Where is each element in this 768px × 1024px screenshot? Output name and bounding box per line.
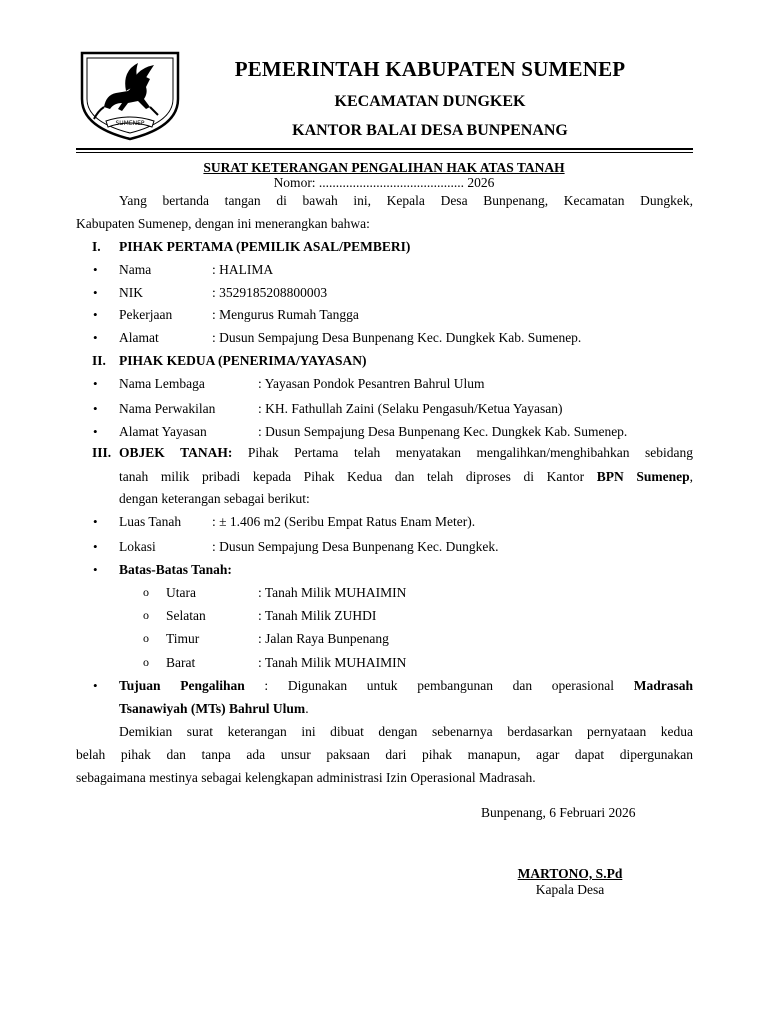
closing-line-1: Demikian surat keterangan ini dibuat dengan sebenarnya berdasarkan pernyataan kedua bbox=[119, 724, 693, 739]
field-value: : Mengurus Rumah Tangga bbox=[212, 307, 359, 322]
batas-value: : Tanah Milik MUHAIMIN bbox=[258, 655, 407, 670]
header-rule-thick bbox=[76, 148, 693, 150]
tujuan-line-2: Tsanawiyah (MTs) Bahrul Ulum. bbox=[119, 701, 309, 716]
batas-label: Selatan bbox=[166, 608, 206, 623]
bullet: • bbox=[93, 562, 98, 577]
field-label: Nama Perwakilan bbox=[119, 401, 216, 416]
section-heading-pihak-kedua: PIHAK KEDUA (PENERIMA/YAYASAN) bbox=[119, 353, 367, 368]
batas-label: Barat bbox=[166, 655, 196, 670]
objek-line-3: dengan keterangan sebagai berikut: bbox=[119, 491, 310, 506]
sub-bullet: o bbox=[143, 631, 149, 645]
field-label: Pekerjaan bbox=[119, 307, 173, 322]
section-heading-objek: OBJEK TANAH: bbox=[119, 445, 233, 460]
batas-label: Timur bbox=[166, 631, 200, 646]
place-date: Bunpenang, 6 Februari 2026 bbox=[481, 805, 636, 820]
bullet: • bbox=[93, 424, 98, 439]
field-value: : ± 1.406 m2 (Seribu Empat Ratus Enam Meter). bbox=[212, 514, 476, 529]
closing-line-2: belah pihak dan tanpa ada unsur paksaan dari pihak manapun, agar dapat dipergunakan bbox=[76, 747, 693, 762]
batas-value: : Tanah Milik ZUHDI bbox=[258, 608, 377, 623]
svg-text:SUMENEP: SUMENEP bbox=[115, 120, 145, 127]
closing-line-3: sebagaimana mestinya sebagai kelengkapan administrasi Izin Operasional Madrasah. bbox=[76, 770, 536, 785]
bullet: • bbox=[93, 330, 98, 345]
batas-value: : Jalan Raya Bunpenang bbox=[258, 631, 389, 646]
objek-line-2: tanah milik pribadi kepada Pihak Kedua dan telah diproses di Kantor BPN Sumenep, bbox=[119, 469, 693, 484]
bullet: • bbox=[93, 401, 98, 416]
intro-line-1: Yang bertanda tangan di bawah ini, Kepala Desa Bunpenang, Kecamatan Dungkek, bbox=[119, 193, 693, 208]
sumenep-logo bbox=[76, 49, 184, 141]
field-label: Alamat Yayasan bbox=[119, 424, 207, 439]
field-label: Lokasi bbox=[119, 539, 156, 554]
field-value: : KH. Fathullah Zaini (Selaku Pengasuh/Ketua Yayasan) bbox=[258, 401, 563, 416]
signatory-role: Kapala Desa bbox=[535, 882, 605, 897]
bullet: • bbox=[93, 285, 98, 300]
field-label: Nama Lembaga bbox=[119, 376, 205, 391]
header-district: KECAMATAN DUNGKEK bbox=[334, 93, 526, 110]
field-label: NIK bbox=[119, 285, 143, 300]
field-label: Luas Tanah bbox=[119, 514, 182, 529]
sub-bullet: o bbox=[143, 655, 149, 669]
field-value: : Dusun Sempajung Desa Bunpenang Kec. Dungkek Kab. Sumenep. bbox=[212, 330, 582, 345]
bullet: • bbox=[93, 514, 98, 529]
field-value: : Yayasan Pondok Pesantren Bahrul Ulum bbox=[258, 376, 485, 391]
batas-value: : Tanah Milik MUHAIMIN bbox=[258, 585, 407, 600]
field-label: Alamat bbox=[119, 330, 159, 345]
section-number-2: II. bbox=[92, 353, 106, 368]
field-value: : Dusun Sempajung Desa Bunpenang Kec. Dungkek Kab. Sumenep. bbox=[258, 424, 628, 439]
field-value: : Dusun Sempajung Desa Bunpenang Kec. Dungkek. bbox=[212, 539, 499, 554]
objek-line-1: OBJEK TANAH: Pihak Pertama telah menyatakan mengalihkan/menghibahkan sebidang bbox=[119, 445, 694, 460]
section-number-3: III. bbox=[92, 445, 112, 460]
field-value: : HALIMA bbox=[212, 262, 274, 277]
field-label: Nama bbox=[119, 262, 152, 277]
document-title: SURAT KETERANGAN PENGALIHAN HAK ATAS TANAH bbox=[203, 160, 565, 175]
sub-bullet: o bbox=[143, 608, 149, 622]
header-rule-thin bbox=[76, 152, 693, 153]
intro-line-2: Kabupaten Sumenep, dengan ini menerangkan bahwa: bbox=[76, 216, 370, 231]
signatory-name: MARTONO, S.Pd bbox=[517, 866, 623, 881]
bullet: • bbox=[93, 539, 98, 554]
field-value: : 3529185208800003 bbox=[212, 285, 328, 300]
header-office: KANTOR BALAI DESA BUNPENANG bbox=[292, 122, 568, 139]
bullet: • bbox=[93, 678, 98, 693]
bullet: • bbox=[93, 376, 98, 391]
batas-heading: Batas-Batas Tanah: bbox=[119, 562, 232, 577]
section-heading-pihak-pertama: PIHAK PERTAMA (PEMILIK ASAL/PEMBERI) bbox=[119, 239, 411, 254]
section-number-1: I. bbox=[92, 239, 101, 254]
document-number: Nomor: ........................................... 2026 bbox=[273, 175, 495, 190]
bullet: • bbox=[93, 262, 98, 277]
header-government: PEMERINTAH KABUPATEN SUMENEP bbox=[234, 57, 626, 81]
bullet: • bbox=[93, 307, 98, 322]
batas-label: Utara bbox=[166, 585, 196, 600]
sub-bullet: o bbox=[143, 585, 149, 599]
tujuan-line-1: Tujuan Pengalihan : Digunakan untuk pembangunan dan operasional Madrasah bbox=[119, 678, 693, 693]
